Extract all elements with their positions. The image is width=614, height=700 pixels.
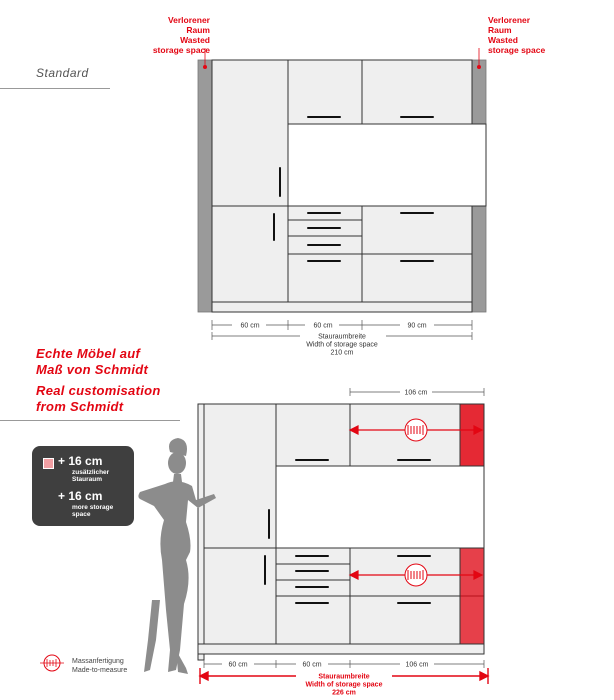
custom-total-en: Width of storage space	[305, 681, 383, 689]
std-total-de: Stauraumbreite	[318, 333, 366, 341]
wasted-left-line3: Wasted	[180, 35, 210, 45]
tall-cabinet-upper	[212, 60, 288, 206]
wall-unit-2	[362, 60, 472, 124]
tall-cabinet-lower	[212, 206, 288, 302]
callout-desc-2-line2: space	[72, 511, 91, 518]
wasted-right-line1: Verlorener	[488, 15, 531, 25]
custom-tall-upper	[204, 404, 276, 548]
legend-line2: Made-to-measure	[72, 667, 128, 674]
callout-value-1: + 16 cm	[58, 454, 103, 468]
headline-de-line2: Maß von Schmidt	[36, 362, 149, 377]
legend-text	[72, 657, 127, 675]
legend-measure-icon	[40, 655, 64, 671]
extra-storage-callout	[32, 446, 134, 526]
custom-total-de: Stauraumbreite	[318, 673, 370, 681]
custom-open-niche	[276, 466, 484, 548]
std-dim-2: 60 cm	[313, 322, 333, 330]
std-total-value: 210 cm	[330, 349, 354, 357]
extra-space-lower	[460, 548, 484, 644]
callout-red-square	[43, 458, 54, 469]
wasted-left-line1: Verlorener	[167, 15, 210, 25]
extra-space-upper	[460, 404, 484, 466]
wall-unit-1	[288, 60, 362, 124]
wasted-right-line2: Raum	[488, 24, 512, 35]
open-niche	[288, 124, 486, 206]
std-dim-1: 60 cm	[240, 322, 260, 330]
plinth-custom	[198, 644, 484, 654]
wasted-right-line4: storage space	[488, 44, 546, 55]
std-total-en: Width of storage space	[306, 341, 378, 349]
custom-cabinets	[198, 404, 484, 660]
custom-top-dim: 106 cm	[404, 389, 428, 397]
callout-desc-2-line1: more storage	[72, 504, 114, 511]
custom-dim-1: 60 cm	[228, 661, 248, 669]
custom-side-panel	[198, 404, 204, 660]
callout-desc-2	[72, 504, 113, 518]
custom-total-value: 226 cm	[332, 689, 356, 697]
standard-label: Standard	[36, 66, 89, 80]
wasted-left-line2: Raum	[186, 24, 210, 35]
callout-desc-1-line1: zusätzlicher	[72, 469, 110, 476]
std-dim-3: 90 cm	[407, 322, 427, 330]
standard-cabinets	[212, 60, 486, 312]
custom-wall-unit-1	[276, 404, 350, 466]
plinth-standard	[212, 302, 472, 312]
headline-en-line1: Real customisation	[36, 383, 161, 398]
custom-dim-3: 106 cm	[405, 661, 429, 669]
callout-desc-1-line2: Stauraum	[72, 476, 102, 483]
wasted-right-line3: Wasted	[488, 35, 518, 45]
wasted-left-line4: storage space	[152, 44, 210, 55]
headline-en-line2: from Schmidt	[36, 399, 124, 414]
callout-desc-1	[72, 469, 109, 483]
callout-value-2: + 16 cm	[58, 489, 103, 503]
custom-dim-2: 60 cm	[302, 661, 322, 669]
legend-line1: Massanfertigung	[72, 658, 124, 665]
wasted-space-left	[198, 60, 212, 312]
headline-de-line1: Echte Möbel auf	[36, 346, 141, 361]
